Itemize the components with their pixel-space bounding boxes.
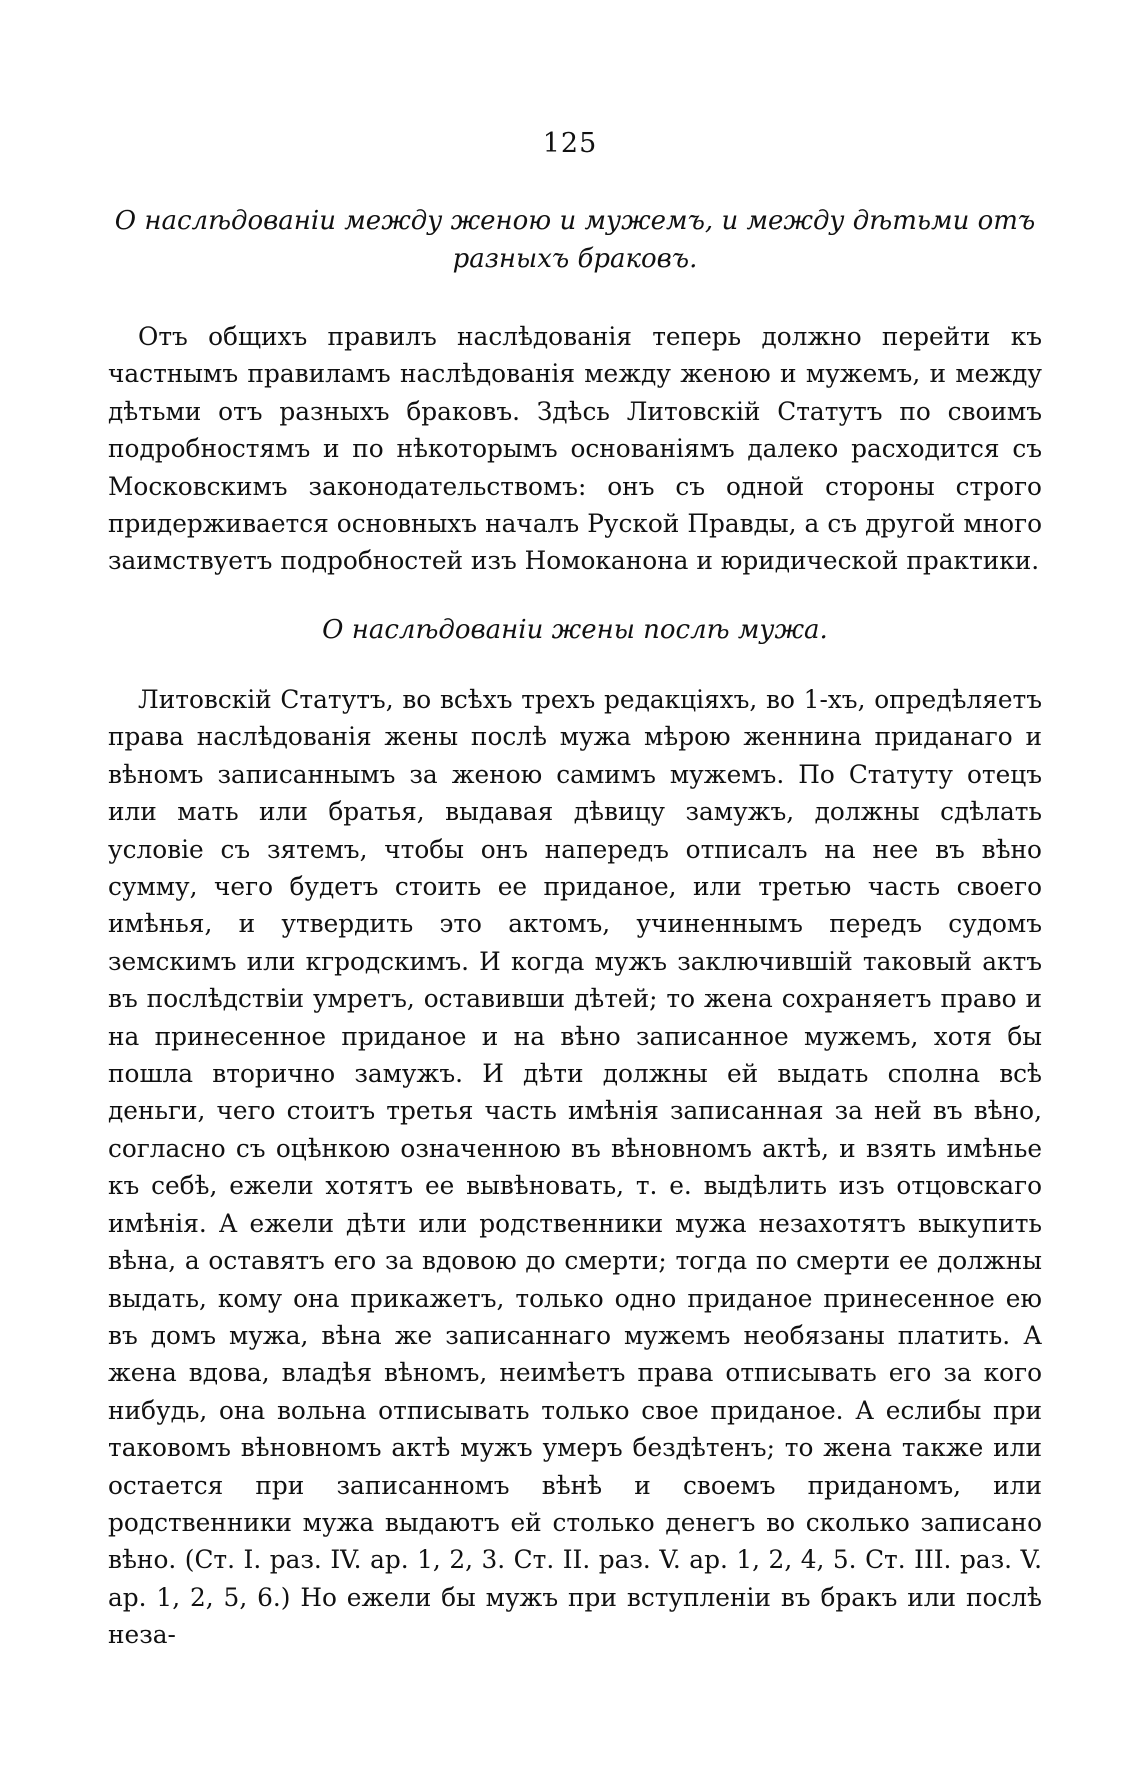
page-number: 125 bbox=[542, 128, 598, 159]
section-heading-inheritance-spouses: О наслѣдованіи между женою и мужемъ, и между дѣтьми отъ разныхъ браковъ. bbox=[114, 206, 1036, 274]
section-heading-wife-after-husband: О наслѣдованіи жены послѣ мужа. bbox=[322, 615, 828, 645]
paragraph-lithuanian-statute: Литовскій Статутъ, во всѣхъ трехъ редакціяхъ, во 1-хъ, опредѣляетъ права наслѣдованія жены послѣ мужа мѣрою женнина приданаго и вѣномъ записаннымъ за женою самимъ мужемъ. По Статуту отецъ или мать или братья, выдавая дѣвицу замужъ, должны сдѣлать условіе съ зятемъ, чтобы онъ напередъ отписалъ на нее въ вѣно сумму, чего будетъ стоить ее приданое, или третью часть своего имѣнья, и утвердить это актомъ, учиненнымъ передъ судомъ земскимъ или кгродскимъ. И когда мужъ заключившій таковый актъ въ послѣдствіи умретъ, оставивши дѣтей; то жена сохраняетъ право и на принесенное приданое и на вѣно записанное мужемъ, хотя бы пошла вторично замужъ. И дѣти должны ей выдать сполна всѣ деньги, чего стоитъ третья часть имѣнія записанная за ней въ вѣно, согласно съ оцѣнкою означенною въ вѣновномъ актѣ, и взять имѣнье къ себѣ, ежели хотятъ ее вывѣновать, т. е. выдѣлить изъ отцовскаго имѣнія. А ежели дѣти или родственники мужа незахотятъ выкупить вѣна, а оставятъ его за вдовою до смерти; тогда по смерти ее должны выдать, кому она прикажетъ, только одно приданое принесенное ею въ домъ мужа, вѣна же записаннаго мужемъ необязаны платить. А жена вдова, владѣя вѣномъ, неимѣетъ права отписывать его за кого нибудь, она вольна отписывать только свое приданое. А еслибы при таковомъ вѣновномъ актѣ мужъ умеръ бездѣтенъ; то жена также или остается при записанномъ вѣнѣ и своемъ приданомъ, или родственники мужа выдаютъ ей столько денегъ во сколько записано вѣно. (Ст. I. раз. IV. ар. 1, 2, 3. Ст. II. раз. V. ар. 1, 2, 4, 5. Ст. III. раз. V. ар. 1, 2, 5, 6.) Но ежели бы мужъ при вступленіи въ бракъ или послѣ неза- bbox=[108, 685, 1042, 1650]
paragraph-intro: Отъ общихъ правилъ наслѣдованія теперь должно перейти къ частнымъ правиламъ наслѣдованія между женою и мужемъ, и между дѣтьми отъ разныхъ браковъ. Здѣсь Литовскій Статутъ по своимъ подробностямъ и по нѣкоторымъ основаніямъ далеко расходится съ Московскимъ законодательствомъ: онъ съ одной стороны строго придерживается основныхъ началъ Руской Правды, а съ другой много заимствуетъ подробностей изъ Номоканона и юридической практики. bbox=[108, 322, 1042, 576]
